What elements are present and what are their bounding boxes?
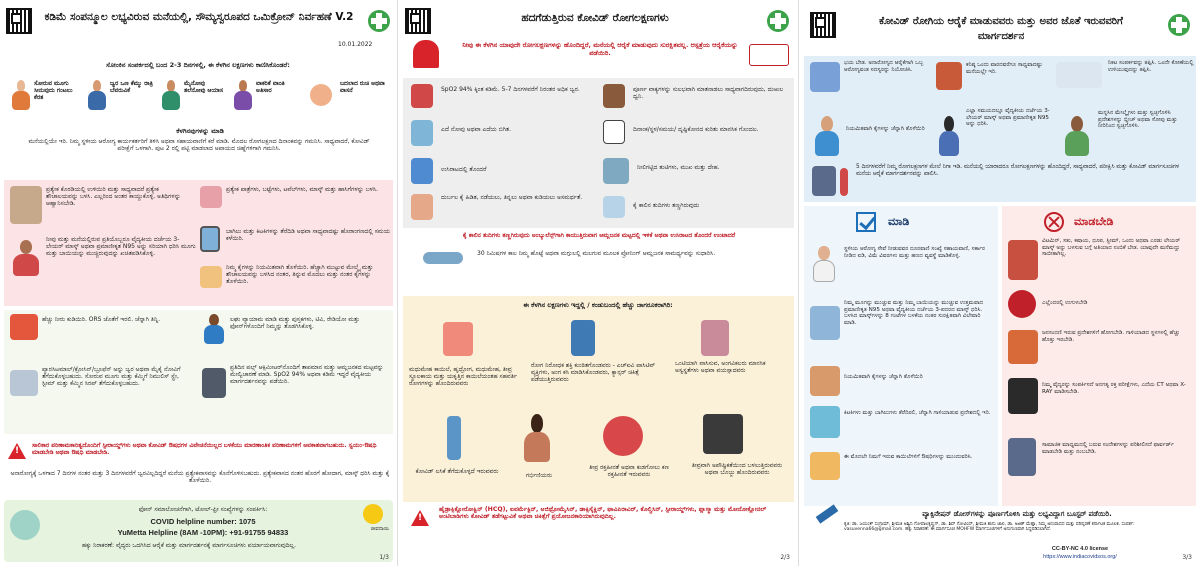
symptom-item: ಸೋರುವ ಮೂಗು ಸೀನುವುದು ಗಂಟಲು ಕೆರತ bbox=[34, 80, 73, 102]
page-1 bbox=[0, 0, 398, 566]
talking-icon bbox=[603, 84, 625, 108]
medical-cross-icon bbox=[1168, 14, 1190, 36]
credits: ಕೃತಿ: ಡಾ. ಜಯಂತ್ ಸಂಗ್ರಾಮ್, ಶ್ರೀಮತಿ ಅಶ್ವಿನಿ ಗೋಪಾಲಕೃಷ್ಣನ್, ಡಾ. ಶಿವ್ ಗೋವಿಂದ್, ಶ್ರೀಮತಿ ಶಾನು ಜಾಲಿ, ಡಾ. ಅಜಿತ್ ಮೆಹ್ತಾ, ನಿಮ್ಮ ಅನುವಾದದ ಮತ್ತು ಪರಿಷ್ಕರಣೆ ಕರ್ನಾಟಕ ಮೂಲಕ. ಸಂಪರ್ಕ: vasuvenna66@gmail.com. ಹಕ್ಕು ನಿರಾಕರಣೆ: ಈ ಮಾರ್ಗಸೂಚಿ MOHFW ಮಾರ್ಗಸೂಚಿಗಳಿಗೆ ಅನುಗುಣವಾಗಿ ಸಿದ್ಧಪಡಿಸಲಾಗಿದೆ. bbox=[844, 522, 1135, 533]
symptom-item: ಬದಲಾದ ರುಚಿ ಅಥವಾ ವಾಸನೆ bbox=[340, 80, 385, 95]
cleaning-person-icon bbox=[1062, 116, 1092, 156]
helpline-number[interactable]: COVID helpline number: 1075 bbox=[150, 517, 256, 526]
siren-icon bbox=[413, 40, 439, 68]
sun-logo-icon bbox=[363, 504, 383, 524]
drug-warning: ಹೈಡ್ರಾಕ್ಸಿಕ್ಲೋರೋಕ್ವಿನ್ (HCQ), ಐವರ್ಮೆಕ್ಟಿನ್, ಅಜಿಥ್ರೋಮೈಸಿನ್, ಡಾಕ್ಸಿಸೈಕ್ಲಿನ್, ಫಾವಿಪಿರಾವಿರ್, ಕೊಲ್ಚಿಸಿನ್, ಸ್ಟೀರಾಯ್ಡ್‌ಗಳು, ಪ್ಲಾಸ್ಮಾ ಮತ್ತು ಮೋನೋಕ್ಲೋನಲ್ ಆಂಟಿಬಾಡಿಗಳು ಕೋವಿಡ್ ತಡೆಗಟ್ಟುವಿಕೆ ಅಥವಾ ಚಿಕಿತ್ಸೆಗೆ ಪ್ರಯೋಜನಕಾರಿಯಾಗಿರುವುದಿಲ್ಲ. bbox=[439, 506, 767, 521]
headache-person-icon bbox=[160, 80, 182, 110]
symptoms-heading: ಸೋಂಕಿನ ಸಂಪರ್ಕದಲ್ಲಿ ಬಂದ 2-3 ದಿನಗಳಲ್ಲಿ, ಈ ಕೆಳಗಿನ ಲಕ್ಷಣಗಳು ಕಾಣಿಸಿಕೊಂಡರೆ: bbox=[106, 61, 290, 69]
hospital-alert: ನೀವು ಈ ಕೆಳಗಿನ ಯಾವುದೇ ರೋಗಲಕ್ಷಣಗಳನ್ನು ಹೊಂದಿದ್ದರೆ, ಮನೆಯಲ್ಲಿ ಆರೈಕೆ ಮಾಡುವುದು ಸುರಕ್ಷಿತವಲ್ಲ. ಆಸ್ಪತ್ರೆಯ ಆರೈಕೆಯನ್ನು ಪಡೆಯಿರಿ. bbox=[462, 41, 738, 57]
guidance-item: ಮನ್ನಸಿನ ಮೇಲ್ಮೈಗಳು ಮತ್ತು ಸ್ವಚ್ಛಗೊಳಿಸಿ ಪ್ರದೇಶಗಳನ್ನು ಬ್ಲೀಚ್ ಅಥವಾ ಸೋಪು ಮತ್ತು ನೀರಿನಿಂದ ಸ್ವಚ್ಛಗೊಳಿಸಿ. bbox=[1098, 110, 1178, 130]
severe-symptom: SpO2 94% ಕ್ಕಿಂತ ಕಡಿಮೆ. 5-7 ದಿನಗಳವರೆಗೆ ನಿರಂತರ ಅಧಿಕ ಜ್ವರ. bbox=[441, 86, 580, 93]
severe-symptom: ಪೂರ್ಣ ವಾಕ್ಯಗಳನ್ನು ಸುಲಭವಾಗಿ ಮಾತನಾಡಲು ಸಾಧ್ಯವಾಗದಿರುವುದು, ದುಃಖಲ ದ್ವನಿ. bbox=[633, 86, 784, 101]
high-risk-section bbox=[403, 296, 794, 502]
sneezing-person-icon bbox=[10, 80, 32, 110]
isolation-text: ಅನಾರೋಗ್ಯಕ್ಕೆ ಒಳಗಾದ 7 ದಿನಗಳ ನಂತರ ಮತ್ತು 3 ದಿನಗಳವರೆಗೆ ಜ್ವರವಿಲ್ಲದಿದ್ದರೆ ಮನೆಯ ಪ್ರತ್ಯೇಕವಾಸವನ್ನು ಕೊನೆಗೊಳಿಸಬಹುದು. ಪ್ರತ್ಯೇಕವಾಸದ ನಂತರ ಹೊರಗೆ ಹೋದಾಗ, ಮಾಸ್ಕ್ ಧರಿಸಿ ಮತ್ತು ಕೈ ತೊಳೆಯಿರಿ. bbox=[10, 470, 390, 485]
risk-group: ಕೋವಿಡ್ ಲಸಿಕೆ ತೆಗೆದುಕೊಳ್ಳದೆ ಇರುವವರು bbox=[415, 468, 499, 475]
license: CC-BY-NC 4.0 license bbox=[1051, 546, 1109, 552]
dont-item: ಎಲ್ಲೆಂದರಲ್ಲಿ ಉಗುಳಬೇಡಿ bbox=[1042, 300, 1088, 306]
sun-label: ಜೀವದಾಯಿ bbox=[370, 526, 389, 532]
proning-text: 30 ನಿಮಿಷಗಳ ಕಾಲ ನಿಮ್ಮ ಹೊಟ್ಟೆ ಅಥವಾ ಮಗ್ಗುಲಲ್ಲಿ ಮಲಗುವ ಮೂಲಕ ಪ್ರೋನಿಂಗ್ ಆಮ್ಲಜನಕ ಸಾಮರ್ಥ್ಯವನ್ನು ಸುಧಾರಿಸಿ. bbox=[477, 250, 716, 257]
checkmark-icon bbox=[856, 212, 876, 232]
do-item: ನಿಮ್ಮ ಮೂಗನ್ನು ಮುಚ್ಚುವ ಮತ್ತು ನಿಮ್ಮ ಬಾಯಿಯನ್ನು ಮುಚ್ಚುವ ಉತ್ತಮವಾದ ಪ್ರಮಾಣೀಕೃತ N95 ಅಥವಾ ವೈದ್ಯಕೀಯ ದರ್ಜೆಯ 3-ಪದರದ ಮಾಸ್ಕ್ ಧರಿಸಿ. ಬಳಸಿದ ಮಾಸ್ಕ್‌ಗಳನ್ನು 8 ಗಂಟೆಗಳ ಬಳಕೆಯ ನಂತರ ಸುರಕ್ಷಿತವಾಗಿ ವಿಲೇವಾರಿ ಮಾಡಿ. bbox=[844, 300, 984, 327]
breathless-icon bbox=[411, 158, 433, 184]
dont-item: ಜನಸಂದಣಿ ಇರುವ ಪ್ರದೇಶಗಳಿಗೆ ಹೋಗಬೇಡಿ. ಗಾಳಿಯಾಡದ ಸ್ಥಳಗಳಲ್ಲಿ ಹೆಚ್ಚು ಹೊತ್ತು ಇರಬೇಡಿ. bbox=[1042, 330, 1180, 343]
wellness-item: ಲಘು ವ್ಯಾಯಾಮ ಮಾಡಿ ಮತ್ತು ಪುಸ್ತಕಗಳು, ಟಿವಿ, ರೇಡಿಯೋ ಮತ್ತು ಫೋನ್‌ಗಳೊಂದಿಗೆ ನಿಮ್ಮನ್ನು ತೊಡಗಿಸಿಕೊಳ್ಳಿ. bbox=[230, 316, 360, 331]
home-icon bbox=[936, 62, 962, 90]
exercise-icon bbox=[202, 314, 226, 344]
doctor-icon bbox=[810, 246, 838, 282]
qr-code[interactable] bbox=[6, 8, 32, 34]
do-heading: ಮಾಡಿ bbox=[888, 215, 910, 228]
wheelchair-icon bbox=[701, 320, 729, 356]
qr-code[interactable] bbox=[405, 8, 431, 34]
warning-icon bbox=[411, 510, 429, 526]
severe-symptom: ಉಸಿರಾಟದಲ್ಲಿ ತೊಂದರೆ bbox=[441, 166, 487, 173]
utensils-icon bbox=[200, 186, 222, 208]
wellness-item: ಪ್ರತಿದಿನ ಪಲ್ಸ್ ಆಕ್ಸಿಮೀಟರ್‌ನೊಂದಿಗೆ ತಾಪಮಾನ ಮತ್ತು ಆಮ್ಲಜನಕದ ಮಟ್ಟವನ್ನು ಮೇಲ್ವಿಚಾರಣೆ ಮಾಡಿ. SpO2 94% ಅಥವಾ ಕಡಿಮೆ ಇದ್ದರೆ ವೈದ್ಯಕೀಯ ಮಾರ್ಗದರ್ಶನವನ್ನು ಪಡೆಯಿರಿ. bbox=[230, 364, 384, 386]
chest-pain-icon bbox=[411, 120, 433, 146]
do-item: ಸ್ಥಳೀಯ ಆರೋಗ್ಯ ಸೇವೆ ನೀಡುವವರ ದೂರವಾಣಿ ಸಂಖ್ಯೆ ಸಹಾಯವಾಣಿ, ಸರ್ಕಾರ ನೀಡಿದ ಐಡಿ, ವಿಮೆ ವಿವರಗಳು ಮತ್ತು ಹಣದ ವ್ಯವಸ್ಥೆ ಮಾಡಿಕೊಳ್ಳಿ. bbox=[844, 246, 985, 259]
organs-icon bbox=[443, 322, 473, 356]
care-item: ನಿಮ್ಮ ಕೈಗಳನ್ನು ನಿಯಮಿತವಾಗಿ ತೊಳೆಯಿರಿ. ಹೆಚ್ಚಾಗಿ ಮುಟ್ಟುವ ಮೇಲ್ಮೈ ಮತ್ತು ಶೌಚಾಲಯವನ್ನು ಬಳಸಿದ ನಂತರ, ತಿನ್ನುವ ಮೊದಲು ಮತ್ತು ನಂತರ ಕೈಗಳನ್ನು ತೊಳೆಯಿರಿ. bbox=[226, 264, 374, 286]
medical-cross-icon bbox=[767, 10, 789, 32]
page-3 bbox=[800, 0, 1200, 566]
warning-icon bbox=[8, 443, 26, 459]
house-person-icon bbox=[10, 186, 42, 224]
severe-symptom: ನೀಲಿಗಟ್ಟಿದ ತುಟಿಗಳು, ಮುಖ ಮತ್ತು ದೇಹ. bbox=[637, 164, 720, 171]
blue-lips-icon bbox=[603, 158, 629, 184]
family-icon bbox=[810, 62, 840, 92]
severe-symptom: ದುರ್ಬಲ ಕೈ ಹಿಡಿತ, ನಡೆಯಲು, ತಿನ್ನಲು ಅಥವಾ ಕುಡಿಯಲು ಅಸಮರ್ಥತೆ. bbox=[441, 194, 583, 201]
doctor-handwash-icon bbox=[812, 116, 842, 156]
oximeter-icon bbox=[202, 368, 226, 398]
page-number: 2/3 bbox=[780, 554, 790, 562]
page-number: 1/3 bbox=[379, 554, 389, 562]
helpline-box bbox=[4, 500, 393, 562]
todo-heading: ಕೆಳಗಿನವುಗಳನ್ನು ಮಾಡಿ bbox=[176, 127, 224, 135]
ambulance-note: ಕೈ ಕಾಲಿನ ತುದಿಗಳು ತಣ್ಣಗಿರುವುದು ಅಂಬ್ಯುಲೆನ್ಸ್‌ಗಾಗಿ ಕಾಯುತ್ತಿರುವಾಗ ಆಮ್ಲಜನಕ ಮಟ್ಟದಲ್ಲಿ ಇಳಿಕೆ ಅಥವಾ ಉಸಿರಾಟದ ತೊಂದರೆ ಉಂಟಾದರೆ bbox=[462, 232, 736, 239]
proning-icon bbox=[423, 252, 463, 264]
severe-symptom: ದಿನಾಂಕ/ಸ್ಥಳ/ಸಮಯ/ ದೃಷ್ಟಿಕೋನದ ಕುರಿತು ಮಾನಸಿಕ ಗೊಂದಲ. bbox=[633, 126, 759, 133]
symptom-item: ವಾಕರಿಕೆ ವಾಂತಿ ಅತಿಸಾರ bbox=[256, 80, 285, 95]
pregnant-woman-icon bbox=[521, 414, 553, 462]
thermometer-icon bbox=[411, 84, 433, 108]
risk-group: ಒಂಟಿಯಾಗಿ ವಾಸಿಸುವ, ಅಂಗವಿಕಲರು ಮಾನಸಿಕ ಅಸ್ವಸ್ಥತೆಗಳು ಅಥವಾ ವಯಸ್ಸಾದವರು bbox=[675, 360, 766, 375]
weighing-scale-icon bbox=[703, 414, 743, 454]
medicines-icon bbox=[810, 452, 840, 480]
page-title: ಹದಗೆಡುತ್ತಿರುವ ಕೋವಿಡ್ ರೋಗಲಕ್ಷಣಗಳು bbox=[521, 12, 669, 24]
todo-text: ಮನೆಯಲ್ಲಿಯೇ ಇರಿ. ನಿಮ್ಮ ಸ್ಥಳೀಯ ಆರೋಗ್ಯ ಕಾರ್ಯಕರ್ತರಿಗೆ ತಿಳಿಸಿ ಅಥವಾ ಸಹಾಯವಾಣಿಗೆ ಕರೆ ಮಾಡಿ. ಮೊದಲ ರೋಗಲಕ್ಷಣದ ದಿನಾಂಕವನ್ನು ಗಮನಿಸಿ. ಸಾಧ್ಯವಾದರೆ, ಕೋವಿಡ್ ಪರೀಕ್ಷೆಗೆ ಒಳಗಾಗಿ. ಪುಟ 2 ರಲ್ಲಿ ಪಟ್ಟಿ ಮಾಡಲಾದ ಅಪಾಯದ ಚಿಹ್ನೆಗಳಿಗಾಗಿ ಗಮನಿಸಿ. bbox=[28, 138, 370, 153]
vaccine-message: ವ್ಯಾಕ್ಸಿನೇಷನ್ ಡೋಸ್‌ಗಳನ್ನು ಪೂರ್ಣಗೊಳಿಸಿ ಮತ್ತು ಲಭ್ಯವಿದ್ದಾಗ ಬೂಸ್ಟರ್ ಪಡೆಯಿರಿ. bbox=[922, 510, 1112, 518]
thermometer-icon bbox=[840, 168, 848, 196]
do-item: ಈ ಮೊದಲೇ ನಿಮಗೆ ಇರುವ ಕಾಯಿಲೆಗಳಿಗೆ ಔಷಧಿಗಳನ್ನು ಮುಂದುವರಿಸಿ. bbox=[844, 454, 973, 460]
pills-icon bbox=[10, 370, 38, 396]
clock-confusion-icon bbox=[603, 120, 625, 144]
caregiver-guidance bbox=[804, 56, 1196, 202]
website-link[interactable]: https://www.indiacovidsos.org/ bbox=[1043, 554, 1117, 560]
disclaimer: ಹಕ್ಕು ನಿರಾಕರಣೆ: ವೈದ್ಯರು ಒದಗಿಸಿದ ಆರೈಕೆ ಮತ್ತು ಮಾರ್ಗದರ್ಶನಕ್ಕೆ ಮಾರ್ಗಸೂಚಿಗಳು ಪರ್ಯಾಯವಾಗುವುದಿಲ್ಲ. bbox=[81, 542, 297, 549]
weak-grip-icon bbox=[411, 194, 433, 220]
masked-family-icon bbox=[10, 240, 42, 276]
xray-icon bbox=[1008, 378, 1038, 414]
severe-symptom: ಕೈ ಕಾಲಿನ ತುದಿಗಳು ತಣ್ಣಗಿರುವುದು bbox=[633, 202, 700, 209]
handwash-icon bbox=[810, 366, 840, 396]
do-column bbox=[804, 206, 998, 506]
symptom-item: ಜ್ವರ ಒಣ ಕೆಮ್ಮು ರಾತ್ರಿ ಬೆವರುವಿಕೆ bbox=[110, 80, 153, 95]
risk-group: ತೀವ್ರವಾಗಿ ಅಪೌಷ್ಟಿಕತೆಯಿಂದ ಬಳಲುತ್ತಿರುವವರು ಅಥವಾ ಬೊಜ್ಜು ಹೊಂದಿರುವವರು bbox=[691, 462, 783, 477]
risk-group: ರೋಗ ನಿರೋಧಕ ಶಕ್ತಿ ಕುಂಠಿತಗೊಂಡವರು - ಎಚ್‌ಐವಿ ಪಾಸಿಟಿವ್ ವ್ಯಕ್ತಿಗಳು, ಅಂಗ ಕಸಿ ಮಾಡಿಸಿಕೊಂಡವರು, ಕ್ಯಾನ್ಸರ್ ಚಿಕಿತ್ಸೆ ಪಡೆಯುತ್ತಿರುವವರು bbox=[531, 362, 656, 384]
cross-icon bbox=[1044, 212, 1064, 232]
guidance-item: ಎಲ್ಲಾ ಸಮಯದಲ್ಲೂ ವೈದ್ಯಕೀಯ ದರ್ಜೆಯ 3-ಲೇಯರ್ ಮಾಸ್ಕ್ ಅಥವಾ ಪ್ರಮಾಣೀಕೃತ N95 ಅನ್ನು ಧರಿಸಿ. bbox=[966, 108, 1050, 128]
dont-item: ವಿಟಮಿನ್, ಸತು, ಕಷಾಯ, ಧೂಪ, ಸ್ಟೀಮ್, ಒಂದು ಅಥವಾ ಎರಡು ಲೇಯರ್ ಮಾಸ್ಕ್ ಅನ್ನು ಬಳಸುವ ಬಗ್ಗೆ ಅತಿಯಾದ ನಂಬಿಕೆ ಬೇಡ. ಯಾವುದೇ ಮನೆಮದ್ದು ಸಾಬೀತಾಗಿಲ್ಲ. bbox=[1042, 238, 1181, 258]
crowd-icon bbox=[1008, 330, 1038, 364]
date: 10.01.2022 bbox=[338, 41, 373, 48]
page-number: 3/3 bbox=[1182, 554, 1192, 562]
fever-person-icon bbox=[86, 80, 108, 110]
symptoms-grid bbox=[403, 78, 794, 228]
green-section bbox=[4, 310, 393, 434]
distance-2m-icon bbox=[1056, 62, 1102, 88]
qr-code[interactable] bbox=[810, 12, 836, 38]
high-risk-heading: ಈ ಕೆಳಗಿನ ಲಕ್ಷಣಗಳು ಇದ್ದಲ್ಲಿ / ಕಂಡುಬಂದಲ್ಲಿ ಹೆಚ್ಚು ಜಾಗರೂಕರಾಗಿರಿ: bbox=[523, 301, 673, 309]
risk-group: ಮಧುಮೇಹ ಕಾಯಿಲೆ, ಹೃದ್ರೋಗ, ಮಧುಮೇಹ, ತೀವ್ರ ಸ್ಥೂಲಕಾಯ ಮತ್ತು ಯಕೃತ್ತಿನ ಕಾಯಿಲೆಯಂತಹ ಸಹವರ್ತಿ ರೋಗಗಳನ್ನು ಹೊಂದಿರುವವರು bbox=[409, 366, 518, 388]
blood-cell-icon bbox=[603, 416, 643, 456]
care-item: ಬಾಗಿಲು ಮತ್ತು ಕಿಟಕಿಗಳನ್ನು ತೆರೆದಿಡಿ ಅಥವಾ ಸಾಧ್ಯವಾದಷ್ಟು ಹೊರಾಂಗಣದಲ್ಲಿ ಸಮಯ ಕಳೆಯಿರಿ. bbox=[226, 228, 391, 243]
masked-person-icon bbox=[936, 116, 962, 156]
syringe-icon bbox=[816, 504, 839, 523]
social-media-phone-icon bbox=[1008, 438, 1036, 476]
vaccine-vial-icon bbox=[447, 416, 461, 460]
fruits-icon bbox=[10, 314, 38, 340]
medical-cross-icon bbox=[368, 10, 390, 32]
open-window-icon bbox=[810, 406, 840, 438]
pink-section bbox=[4, 180, 393, 306]
do-item: ನಿಯಮಿತವಾಗಿ ಕೈಗಳನ್ನು ಚೆನ್ನಾಗಿ ತೊಳೆಯಿರಿ bbox=[844, 374, 923, 380]
helpline-intro: ಫೋನ್ ಸಮಾಲೋಚನೆಗಾಗಿ, ಟೋಲ್-ಫ್ರೀ ಸಂಖ್ಯೆಗಳನ್ನು ಸಂಪರ್ಕಿಸಿ: bbox=[138, 506, 268, 513]
wellness-item: ಹೆಚ್ಚು ನೀರು ಕುಡಿಯಿರಿ. ORS ಜೊತೆಗೆ ಇರಲಿ. ಚೆನ್ನಾಗಿ ತಿನ್ನಿ. bbox=[42, 316, 161, 323]
guidance-item: ನಿಕಟ ಸಂಪರ್ಕವನ್ನು ತಪ್ಪಿಸಿ. ಒಂದೇ ಕೋಣೆಯಲ್ಲಿ ಉಳಿಯುವುದನ್ನು ತಪ್ಪಿಸಿ. bbox=[1108, 60, 1194, 73]
page-title: ಕಡಿಮೆ ಸಂಪನ್ಮೂಲ ಲಭ್ಯವಿರುವ ಮನೆಯಲ್ಲಿ, ಸೌಮ್ಯಸ್ವರೂಪದ ಒಮಿಕ್ರೋನ್ ನಿರ್ವಹಣೆ V.2 bbox=[44, 11, 354, 23]
nausea-person-icon bbox=[232, 80, 254, 110]
page-2 bbox=[399, 0, 799, 566]
sick-person-icon bbox=[812, 166, 836, 196]
yumetta-helpline[interactable]: YuMetta Helpline (8AM -10PM): +91-91755 94833 bbox=[117, 528, 289, 537]
care-item: ಪ್ರತ್ಯೇಕ ಪಾತ್ರೆಗಳು, ಬಟ್ಟೆಗಳು, ಟವೆಲ್‌ಗಳು, ಮಾಸ್ಕ್ ಮತ್ತು ಹಾಸಿಗೆಗಳನ್ನು ಬಳಸಿ. bbox=[226, 186, 378, 193]
window-icon bbox=[200, 226, 220, 252]
risk-group: ತೀವ್ರ ರಕ್ತಹೀನತೆ ಅಥವಾ ಕುಡಗೋಲು ಕಣ ರಕ್ತಹೀನತೆ ಇರುವವರು bbox=[589, 464, 669, 479]
care-item: ನೀವು ಮತ್ತು ಮನೆಯಲ್ಲಿರುವ ಪ್ರತಿಯೊಬ್ಬರೂ ವೈದ್ಯಕೀಯ ದರ್ಜೆಯ 3-ಲೇಯರ್ ಮಾಸ್ಕ್ ಅಥವಾ ಪ್ರಮಾಣೀಕೃತ N95 ಅನ್ನು ಸರಿಯಾಗಿ ಧರಿಸಿ ಮೂಗು ಮತ್ತು ಬಾಯಿಯನ್ನು ಮುಚ್ಚಿರುವುದನ್ನು ಖಚಿತಪಡಿಸಿಕೊಳ್ಳಿ. bbox=[46, 236, 196, 258]
risk-group: ಗರ್ಭಿಣಿಯರು bbox=[525, 472, 553, 479]
care-item: ಪ್ರತ್ಯೇಕ ಕೊಠಡಿಯಲ್ಲಿ ಉಳಿಯಿರಿ ಮತ್ತು ಸಾಧ್ಯವಾದರೆ ಪ್ರತ್ಯೇಕ ಶೌಚಾಲಯವನ್ನು ಬಳಸಿ. ಎಲ್ಲರಿಂದ ಅಂತರ ಕಾಯ್ದುಕೊಳ್ಳಿ. ಅತಿಥಿಗಳನ್ನು ಆಹ್ವಾನಿಸಬೇಡಿ. bbox=[46, 186, 181, 208]
dont-column bbox=[1002, 206, 1196, 506]
dont-heading: ಮಾಡಬೇಡಿ bbox=[1074, 215, 1114, 228]
page-title: ಕೋವಿಡ್ ರೋಗಿಯ ಆರೈಕೆ ಮಾಡುವವರು ಮತ್ತು ಅವರ ಜೊತೆ ಇರುವವರಿಗೆ ಮಾರ್ಗದರ್ಶನ bbox=[879, 16, 1123, 42]
guidance-item: ನಿಯಮಿತವಾಗಿ ಕೈಗಳನ್ನು ಚೆನ್ನಾಗಿ ತೊಳೆಯಿರಿ bbox=[846, 126, 925, 132]
monitor-notice: 5 ದಿನಗಳವರೆಗೆ ನಿಮ್ಮ ರೋಗಲಕ್ಷಣಗಳ ಮೇಲೆ ನಿಗಾ ಇಡಿ. ಮನೆಯಲ್ಲಿ ಯಾರಾದರೂ ರೋಗಲಕ್ಷಣಗಳನ್ನು ಹೊಂದಿದ್ದರೆ, ಸಾಧ್ಯವಾದರೆ, ಪರೀಕ್ಷಿಸಿ ಮತ್ತು ಕೋವಿಡ್ ಮಾರ್ಗಸೂಚಿಗಳ ಮನೆಯ ಆರೈಕೆ ಮಾರ್ಗದರ್ಶನವನ್ನು ಪಾಲಿಸಿ. bbox=[856, 164, 1180, 177]
do-item: ಕಿಟಕಿಗಳು ಮತ್ತು ಬಾಗಿಲುಗಳು ತೆರೆದಿರಲಿ, ಚೆನ್ನಾಗಿ ಗಾಳಿಯಾಡುವ ಪ್ರದೇಶದಲ್ಲಿ ಇರಿ. bbox=[844, 410, 991, 416]
doctor-phone-icon bbox=[10, 510, 40, 540]
iv-drip-icon bbox=[571, 320, 595, 356]
nose-icon bbox=[310, 84, 332, 106]
masks-icon bbox=[810, 306, 840, 340]
no-spitting-icon bbox=[1008, 290, 1036, 318]
cold-hands-icon bbox=[603, 196, 625, 218]
dont-item: ಸಾಮಾಜಿಕ ಮಾಧ್ಯಮದಲ್ಲಿ ಬರುವ ಸಂದೇಶಗಳನ್ನು ಪರಿಶೀಲಿಸದೆ ಫಾರ್ವರ್ಡ್ ಮಾಡಬೇಡಿ ಮತ್ತು ನಂಬಬೇಡಿ. bbox=[1042, 442, 1174, 455]
home-remedies-icon bbox=[1008, 240, 1038, 280]
ambulance-icon bbox=[749, 44, 789, 66]
guidance-item: ಭಯ ಬೇಡ. ಅನಾರೋಗ್ಯದ ಆರೈಕೆಗಾಗಿ ಒಬ್ಬ ಆರೋಗ್ಯವಂತ ಸದಸ್ಯರನ್ನು ನಿಯೋಜಿಸಿ. bbox=[844, 60, 924, 73]
steroid-warning: ಸಾಲಿಕಾರ ಪರಿಣಾಮಕಾರಿತ್ವದೊಂದಿಗೆ ಸ್ಟೀರಾಯ್ಡ್‌ಗಳು ಅಥವಾ ಕೋವಿಡ್ ಔಷಧಗಳ ವಿವೇಚನೆಯಿಲ್ಲದ ಬಳಕೆಯು ಮಾರಣಾಂತಿಕ ಪರಿಣಾಮಗಳಿಗೆ ಅವಕಾಶವಾಗಬಹುದು. ಸ್ವಯಂ-ಔಷಧಿ ಮಾಡಬೇಡಿ ಅಥವಾ ಔಷಧಿ ಮಾಡಬೇಡಿ. bbox=[32, 442, 377, 457]
symptom-item: ಮೈನೋವು ತಲೆನೋವು ಆಯಾಸ bbox=[184, 80, 224, 95]
dont-item: ನಿಮ್ಮ ವೈದ್ಯರನ್ನು ಸಂಪರ್ಕಿಸದೆ ಅನಗತ್ಯ ರಕ್ತ ಪರೀಕ್ಷೆಗಳು, ಎದೆಯ CT ಅಥವಾ X-RAY ಮಾಡಿಸಬೇಡಿ. bbox=[1042, 382, 1186, 395]
handwash-icon bbox=[200, 266, 222, 288]
severe-symptom: ಎದೆ ನೋವು ಅಥವಾ ಎದೆಯ ಬಿಗಿತ. bbox=[441, 126, 512, 133]
symptom-row bbox=[10, 76, 390, 122]
guidance-item: ಕನಿಷ್ಠ ಒಂದು ವಾರದವರೆಗೂ ಸಾಧ್ಯವಾದಷ್ಟು ಮನೆಯಲ್ಲೇ ಇರಿ. bbox=[966, 62, 1043, 75]
wellness-item: ಪ್ಯಾರಸಿಟಮಾಲ್/ಕ್ರೋಸಿನ್/ಬ್ರೂಫೆನ್ ಅನ್ನು ಜ್ವರ ಅಥವಾ ಮೈಕೈ ನೋವಿಗೆ ತೆಗೆದುಕೊಳ್ಳಬಹುದು. ಸೋರುವ ಮೂಗು ಮತ್ತು ಕೆಮ್ಮಿಗೆ ನಿಮುಲಿಸ್ ಸ್ಪ್ರೇ, ಸ್ಟೀಮ್ ಮತ್ತು ಕೆಮ್ಮಿನ ಸಿರಪ್ ತೆಗೆದುಕೊಳ್ಳಬಹುದು. bbox=[42, 366, 181, 388]
